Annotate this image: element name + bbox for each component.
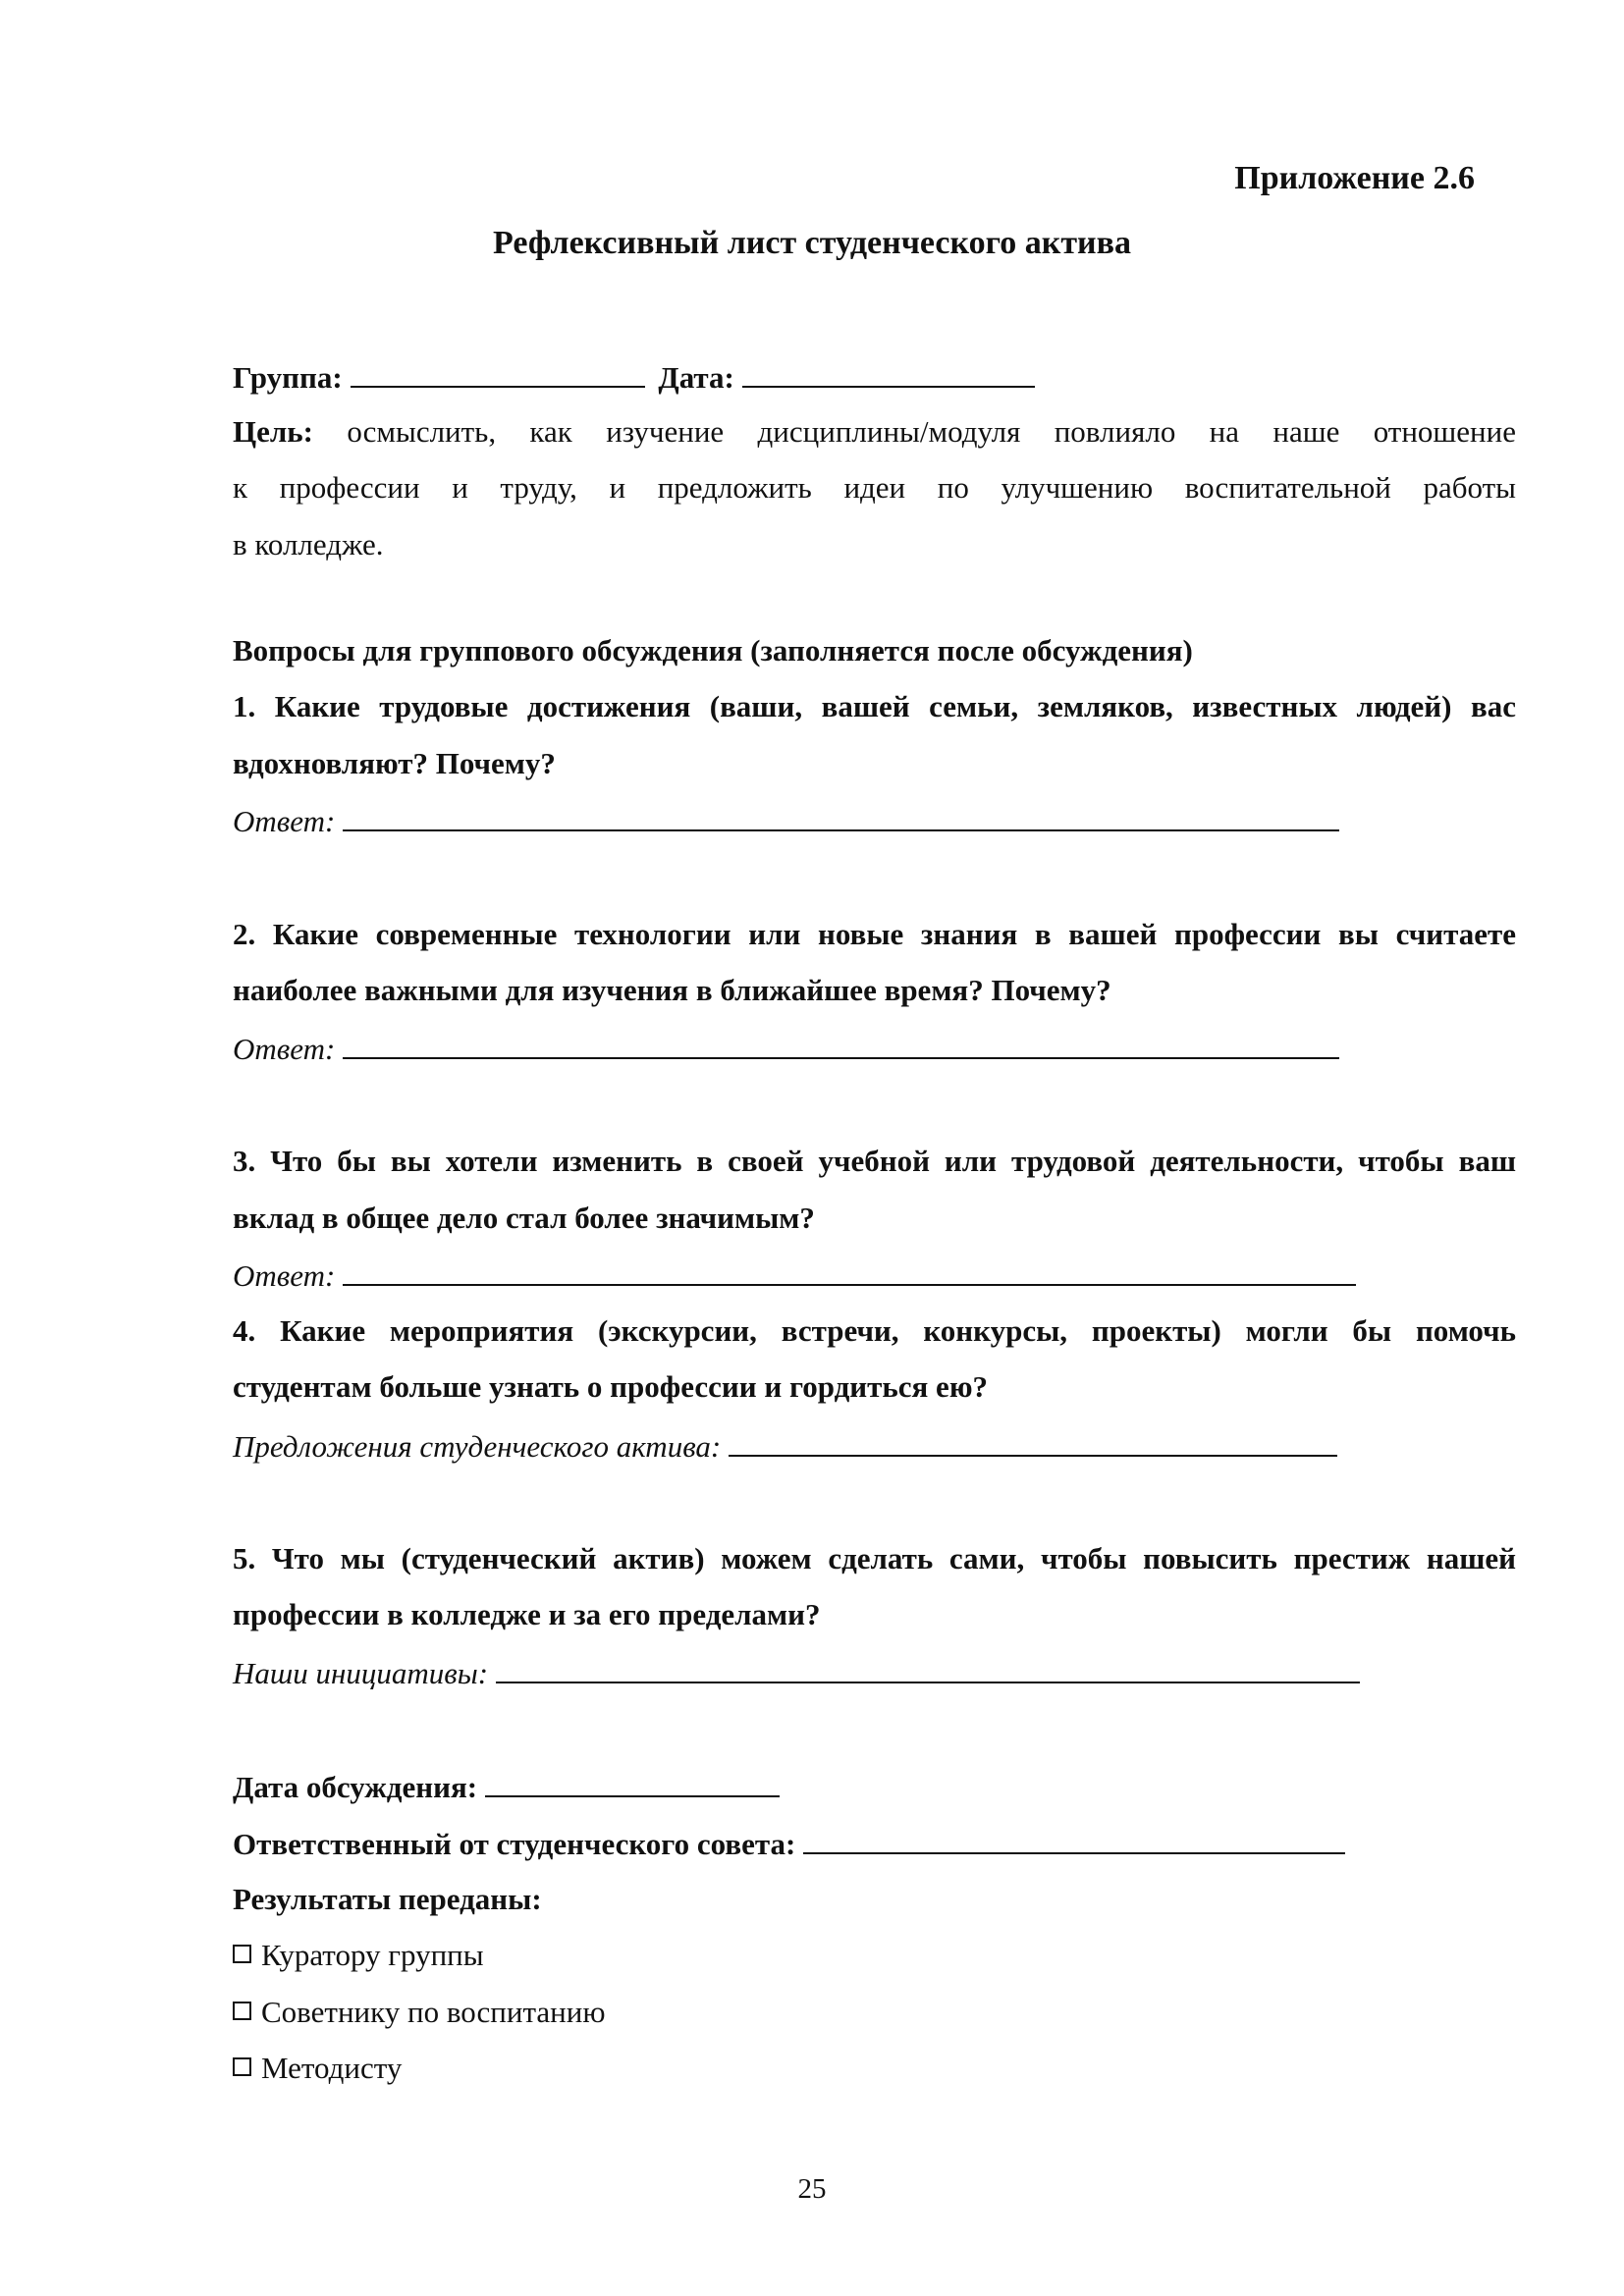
- question-4-line-2: студентам больше узнать о профессии и гордиться ею?: [233, 1369, 989, 1404]
- recipient-2-label: Советнику по воспитанию: [261, 1995, 606, 2029]
- goal-line-3: в колледже.: [233, 527, 384, 561]
- question-3-line-1: 3. Что бы вы хотели изменить в своей учебной или трудовой деятельности, чтобы ваш: [233, 1144, 1516, 1178]
- answer-3-row: [233, 1255, 1516, 1296]
- answer-2-label: Ответ:: [233, 1032, 336, 1066]
- question-2-line-2: наиболее важными для изучения в ближайшее время? Почему?: [233, 973, 1111, 1007]
- goal-line-1: [233, 412, 1516, 452]
- group-field[interactable]: [351, 356, 645, 388]
- discussion-date-field[interactable]: [485, 1766, 780, 1797]
- page-number: 25: [797, 2173, 827, 2205]
- questions-heading: Вопросы для группового обсуждения (заполняется после обсуждения): [233, 633, 1193, 667]
- goal-text-1: осмыслить, как изучение дисциплины/модуля повлияло на наше отношение: [347, 414, 1516, 449]
- checkbox-icon[interactable]: [233, 2002, 251, 2020]
- question-2-line-1: 2. Какие современные технологии или новые знания в вашей профессии вы считаете: [233, 917, 1516, 951]
- results-label: Результаты переданы:: [233, 1882, 542, 1916]
- answer-1-label: Ответ:: [233, 804, 336, 838]
- answer-3-label: Ответ:: [233, 1258, 336, 1293]
- recipient-1[interactable]: [233, 1936, 1516, 1975]
- answer-3-field[interactable]: [343, 1255, 1356, 1286]
- answer-2-field[interactable]: [343, 1028, 1339, 1059]
- recipient-2[interactable]: [233, 1993, 1516, 2032]
- discussion-date-label: Дата обсуждения:: [233, 1770, 478, 1804]
- recipient-3[interactable]: [233, 2049, 1516, 2088]
- question-1-line-1: 1. Какие трудовые достижения (ваши, вашей семьи, земляков, известных людей) вас: [233, 689, 1516, 723]
- question-3-line-2: вклад в общее дело стал более значимым?: [233, 1201, 815, 1235]
- responsible-field[interactable]: [803, 1823, 1345, 1854]
- checkbox-icon[interactable]: [233, 1945, 251, 1963]
- answer-4-label: Предложения студенческого актива:: [233, 1429, 722, 1464]
- answer-4-row: [233, 1425, 1516, 1467]
- appendix-label: Приложение 2.6: [1234, 160, 1475, 196]
- discussion-date-row: [233, 1766, 1516, 1807]
- answer-5-row: [233, 1652, 1516, 1693]
- date-field[interactable]: [742, 356, 1035, 388]
- question-4-line-1: 4. Какие мероприятия (экскурсии, встречи, конкурсы, проекты) могли бы помочь: [233, 1313, 1516, 1348]
- answer-1-field[interactable]: [343, 800, 1339, 831]
- group-label: Группа:: [233, 360, 343, 395]
- recipient-1-label: Куратору группы: [261, 1938, 484, 1972]
- page-title: Рефлексивный лист студенческого актива: [493, 225, 1131, 261]
- answer-5-field[interactable]: [496, 1652, 1360, 1683]
- group-date-row: [233, 356, 1516, 398]
- question-5-line-1: 5. Что мы (студенческий актив) можем сделать сами, чтобы повысить престиж нашей: [233, 1541, 1516, 1575]
- recipient-3-label: Методисту: [261, 2051, 403, 2085]
- answer-4-field[interactable]: [729, 1425, 1337, 1457]
- answer-2-row: [233, 1028, 1516, 1069]
- question-5-line-2: профессии в колледже и за его пределами?: [233, 1597, 821, 1631]
- responsible-label: Ответственный от студенческого совета:: [233, 1827, 796, 1861]
- goal-label: Цель:: [233, 414, 313, 449]
- answer-1-row: [233, 800, 1516, 841]
- checkbox-icon[interactable]: [233, 2057, 251, 2076]
- responsible-row: [233, 1823, 1516, 1864]
- answer-5-label: Наши инициативы:: [233, 1656, 489, 1690]
- date-label: Дата:: [658, 360, 734, 395]
- goal-line-2: к профессии и труду, и предложить идеи по улучшению воспитательной работы: [233, 470, 1516, 505]
- question-1-line-2: вдохновляют? Почему?: [233, 746, 556, 780]
